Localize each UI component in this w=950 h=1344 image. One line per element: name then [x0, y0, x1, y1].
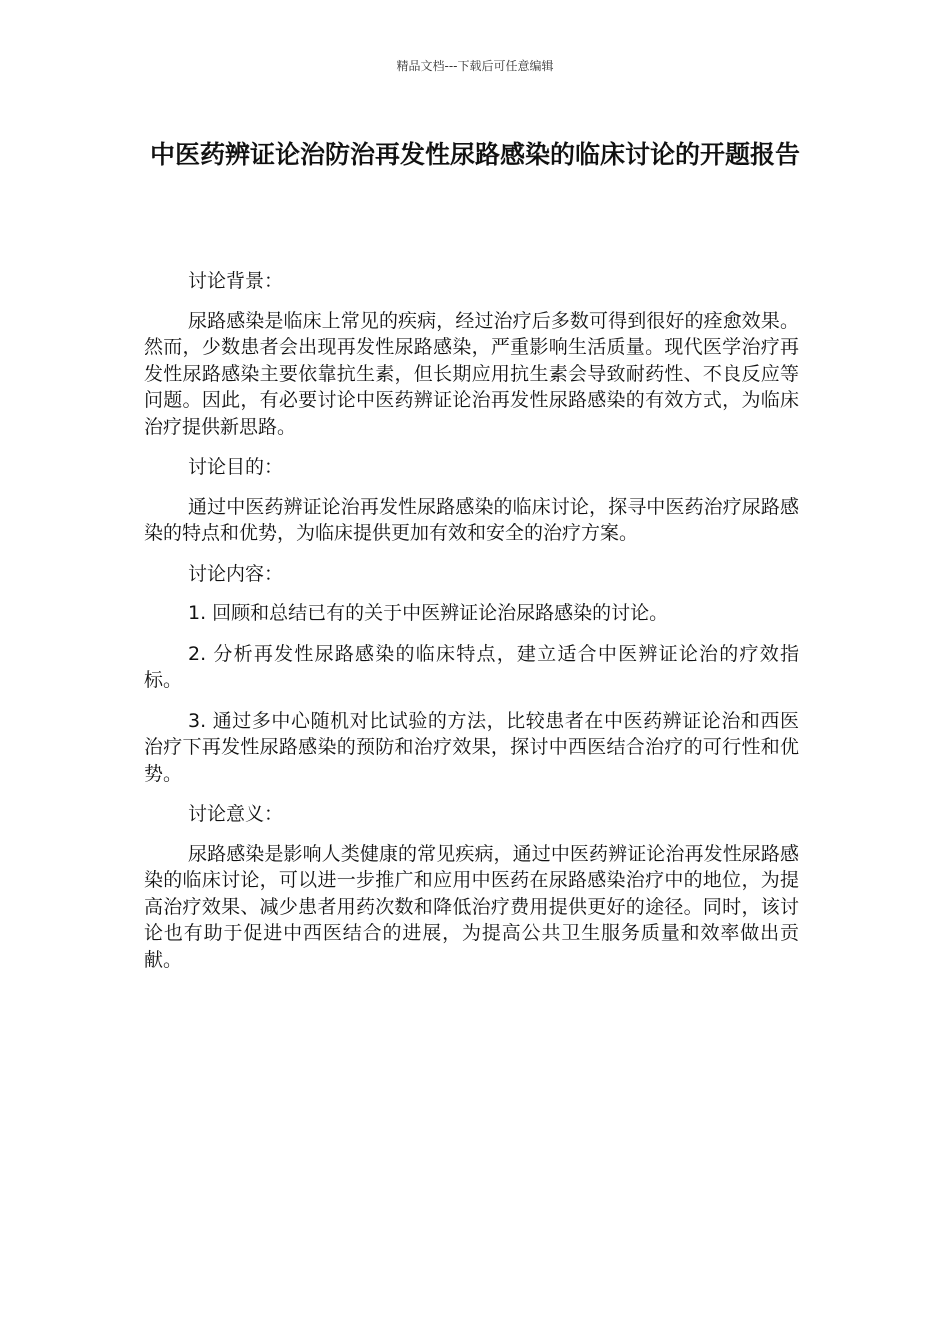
content-item-2: 2. 分析再发性尿路感染的临床特点，建立适合中医辨证论治的疗效指标。 — [144, 642, 799, 691]
purpose-paragraph: 通过中医药辨证论治再发性尿路感染的临床讨论，探寻中医药治疗尿路感染的特点和优势，为临床提供更加有效和安全的治疗方案。 — [144, 495, 799, 544]
content-item-1: 1. 回顾和总结已有的关于中医辨证论治尿路感染的讨论。 — [188, 602, 669, 624]
content-item-3: 3. 通过多中心随机对比试验的方法，比较患者在中医药辨证论治和西医治疗下再发性尿路感染的预防和治疗效果，探讨中西医结合治疗的可行性和优势。 — [144, 709, 799, 785]
background-paragraph: 尿路感染是临床上常见的疾病，经过治疗后多数可得到很好的痊愈效果。然而，少数患者会出现再发性尿路感染，严重影响生活质量。现代医学治疗再发性尿路感染主要依靠抗生素，但长期应用抗生素会导致耐药性、不良反应等问题。因此，有必要讨论中医药辨证论治再发性尿路感染的有效方式，为临床治疗提供新思路。 — [144, 309, 799, 438]
background-heading: 讨论背景： — [188, 270, 284, 292]
header-note: 精品文档---下载后可任意编辑 — [396, 59, 554, 73]
significance-heading: 讨论意义： — [188, 803, 284, 825]
purpose-heading: 讨论目的： — [188, 456, 284, 478]
document-title: 中医药辨证论治防治再发性尿路感染的临床讨论的开题报告 — [149, 140, 800, 169]
document-body — [144, 268, 799, 987]
significance-paragraph: 尿路感染是影响人类健康的常见疾病，通过中医药辨证论治再发性尿路感染的临床讨论，可以进一步推广和应用中医药在尿路感染治疗中的地位，为提高治疗效果、减少患者用药次数和降低治疗费用提供更好的途径。同时，该讨论也有助于促进中西医结合的进展，为提高公共卫生服务质量和效率做出贡献。 — [144, 842, 799, 971]
content-heading: 讨论内容： — [188, 562, 284, 585]
